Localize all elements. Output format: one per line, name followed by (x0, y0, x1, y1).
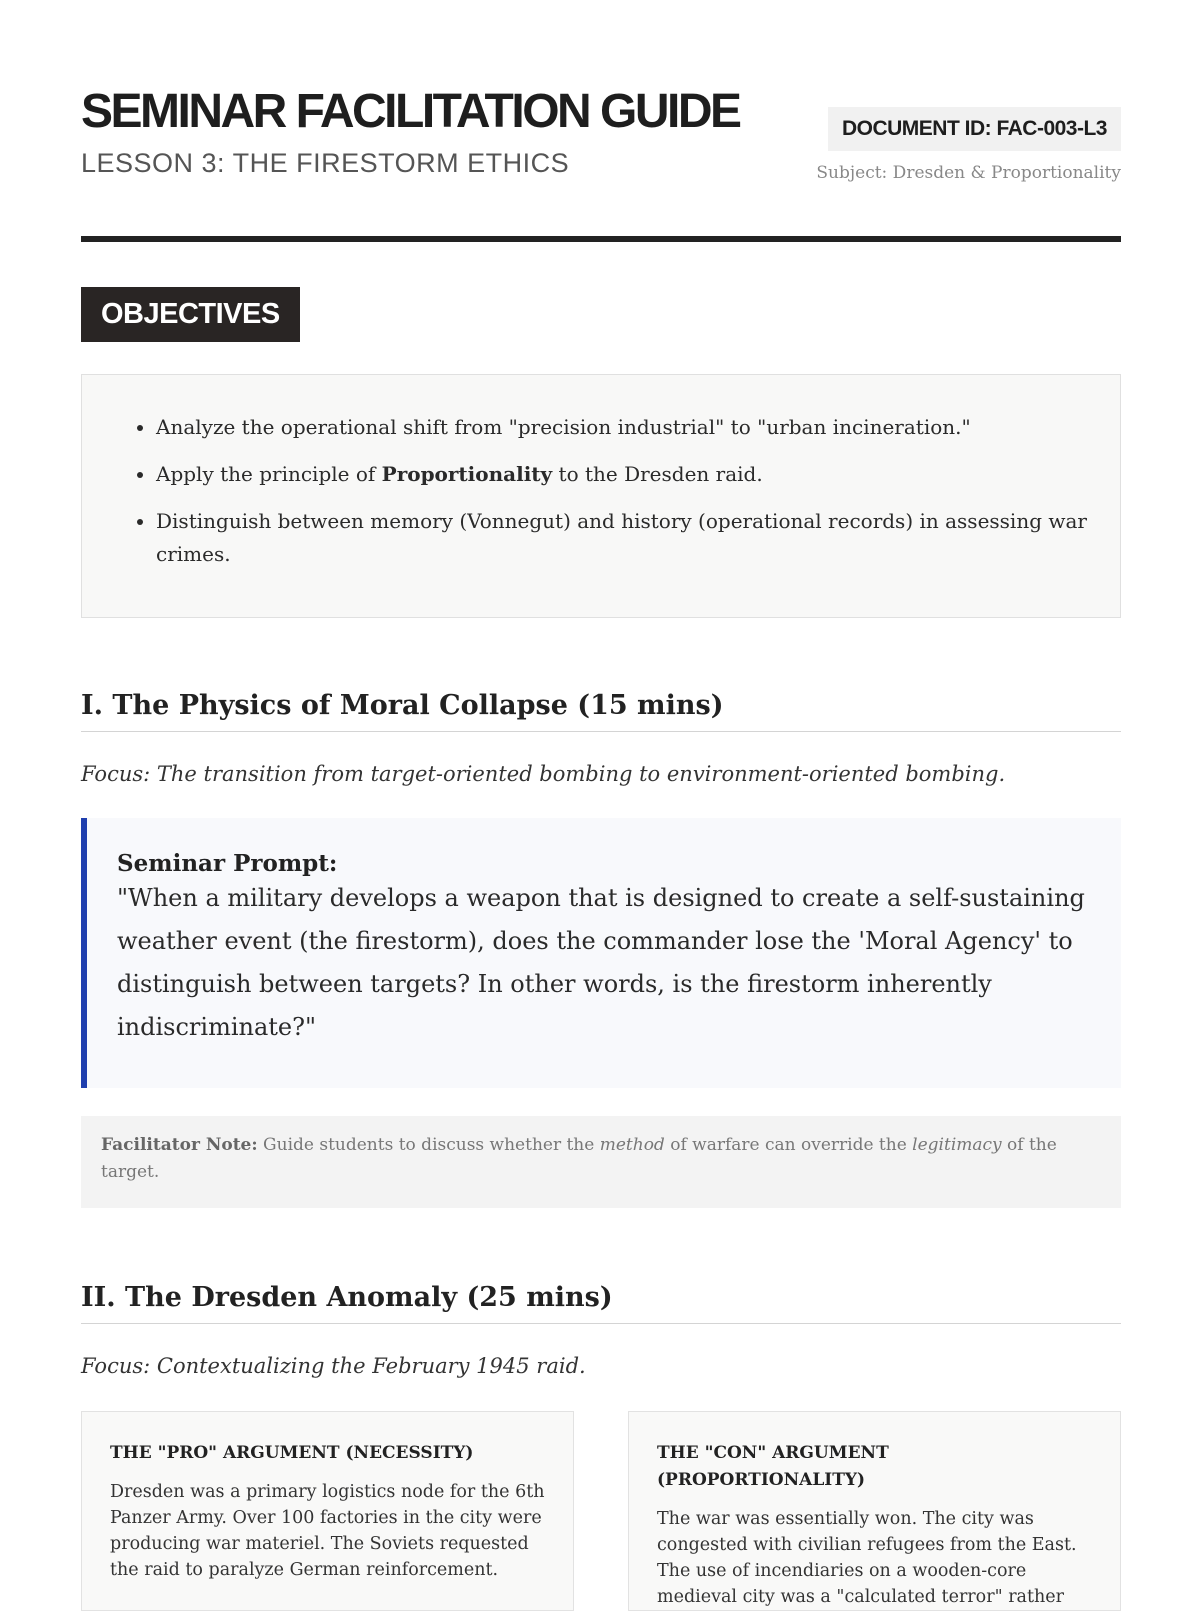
text: of warfare can override the (664, 1135, 913, 1155)
page-title: SEMINAR FACILITATION GUIDE (81, 85, 740, 138)
card-text: The war was essentially won. The city was congested with civilian refugees from the East. The use of incendiaries on a wooden-core medieval city was a "calculated terror" rather (657, 1509, 1077, 1607)
facilitator-note (81, 1116, 1121, 1208)
section-focus: Focus: The transition from target-oriented bombing to environment-oriented bombing. (81, 762, 1006, 786)
text: to the Dresden raid. (552, 462, 763, 486)
list-item: • Distinguish between memory (Vonnegut) and history (operational records) in assessing war crimes. (156, 505, 1120, 571)
text: of the target. (101, 1135, 1057, 1182)
note-label: Facilitator Note: (101, 1135, 258, 1155)
section-heading: I. The Physics of Moral Collapse (15 mins) (81, 690, 1121, 732)
objectives-list (82, 411, 1120, 571)
emphasis: method (599, 1135, 665, 1155)
emphasis: Proportionality (381, 462, 553, 486)
document (81, 0, 1121, 1607)
objectives-box (81, 374, 1121, 618)
pro-argument-card (81, 1411, 574, 1611)
list-item: • Analyze the operational shift from "precision industrial" to "urban incineration." (156, 411, 1120, 444)
objectives-heading: OBJECTIVES (81, 287, 300, 342)
card-title: THE "CON" ARGUMENT (PROPORTIONALITY) (657, 1443, 889, 1490)
prompt-text: "When a military develops a weapon that is designed to create a self-sustaining weather event (the firestorm), does the commander lose the 'Moral Agency' to distinguish between targets? In other words, is the firestorm inherently indiscriminate?" (117, 884, 1085, 1041)
document-id-badge: DOCUMENT ID: FAC-003-L3 (828, 107, 1121, 151)
text: Guide students to discuss whether the (257, 1135, 600, 1155)
con-argument-card (628, 1411, 1121, 1611)
card-title: THE "PRO" ARGUMENT (NECESSITY) (110, 1443, 474, 1463)
lesson-subtitle: LESSON 3: THE FIRESTORM ETHICS (81, 148, 570, 178)
card-text: Dresden was a primary logistics node for the 6th Panzer Army. Over 100 factories in the city were producing war materiel. The Soviets requested the raid to paralyze German reinforcement. (110, 1482, 545, 1580)
text: Apply the principle of (156, 462, 382, 486)
list-item (156, 458, 1120, 491)
seminar-prompt (81, 818, 1121, 1088)
header (81, 0, 1121, 242)
emphasis: legitimacy (912, 1135, 1002, 1155)
prompt-label: Seminar Prompt: (117, 850, 338, 877)
section-focus: Focus: Contextualizing the February 1945 raid. (81, 1354, 586, 1378)
subject-line: Subject: Dresden & Proportionality (816, 163, 1121, 183)
section-heading: II. The Dresden Anomaly (25 mins) (81, 1282, 1121, 1324)
